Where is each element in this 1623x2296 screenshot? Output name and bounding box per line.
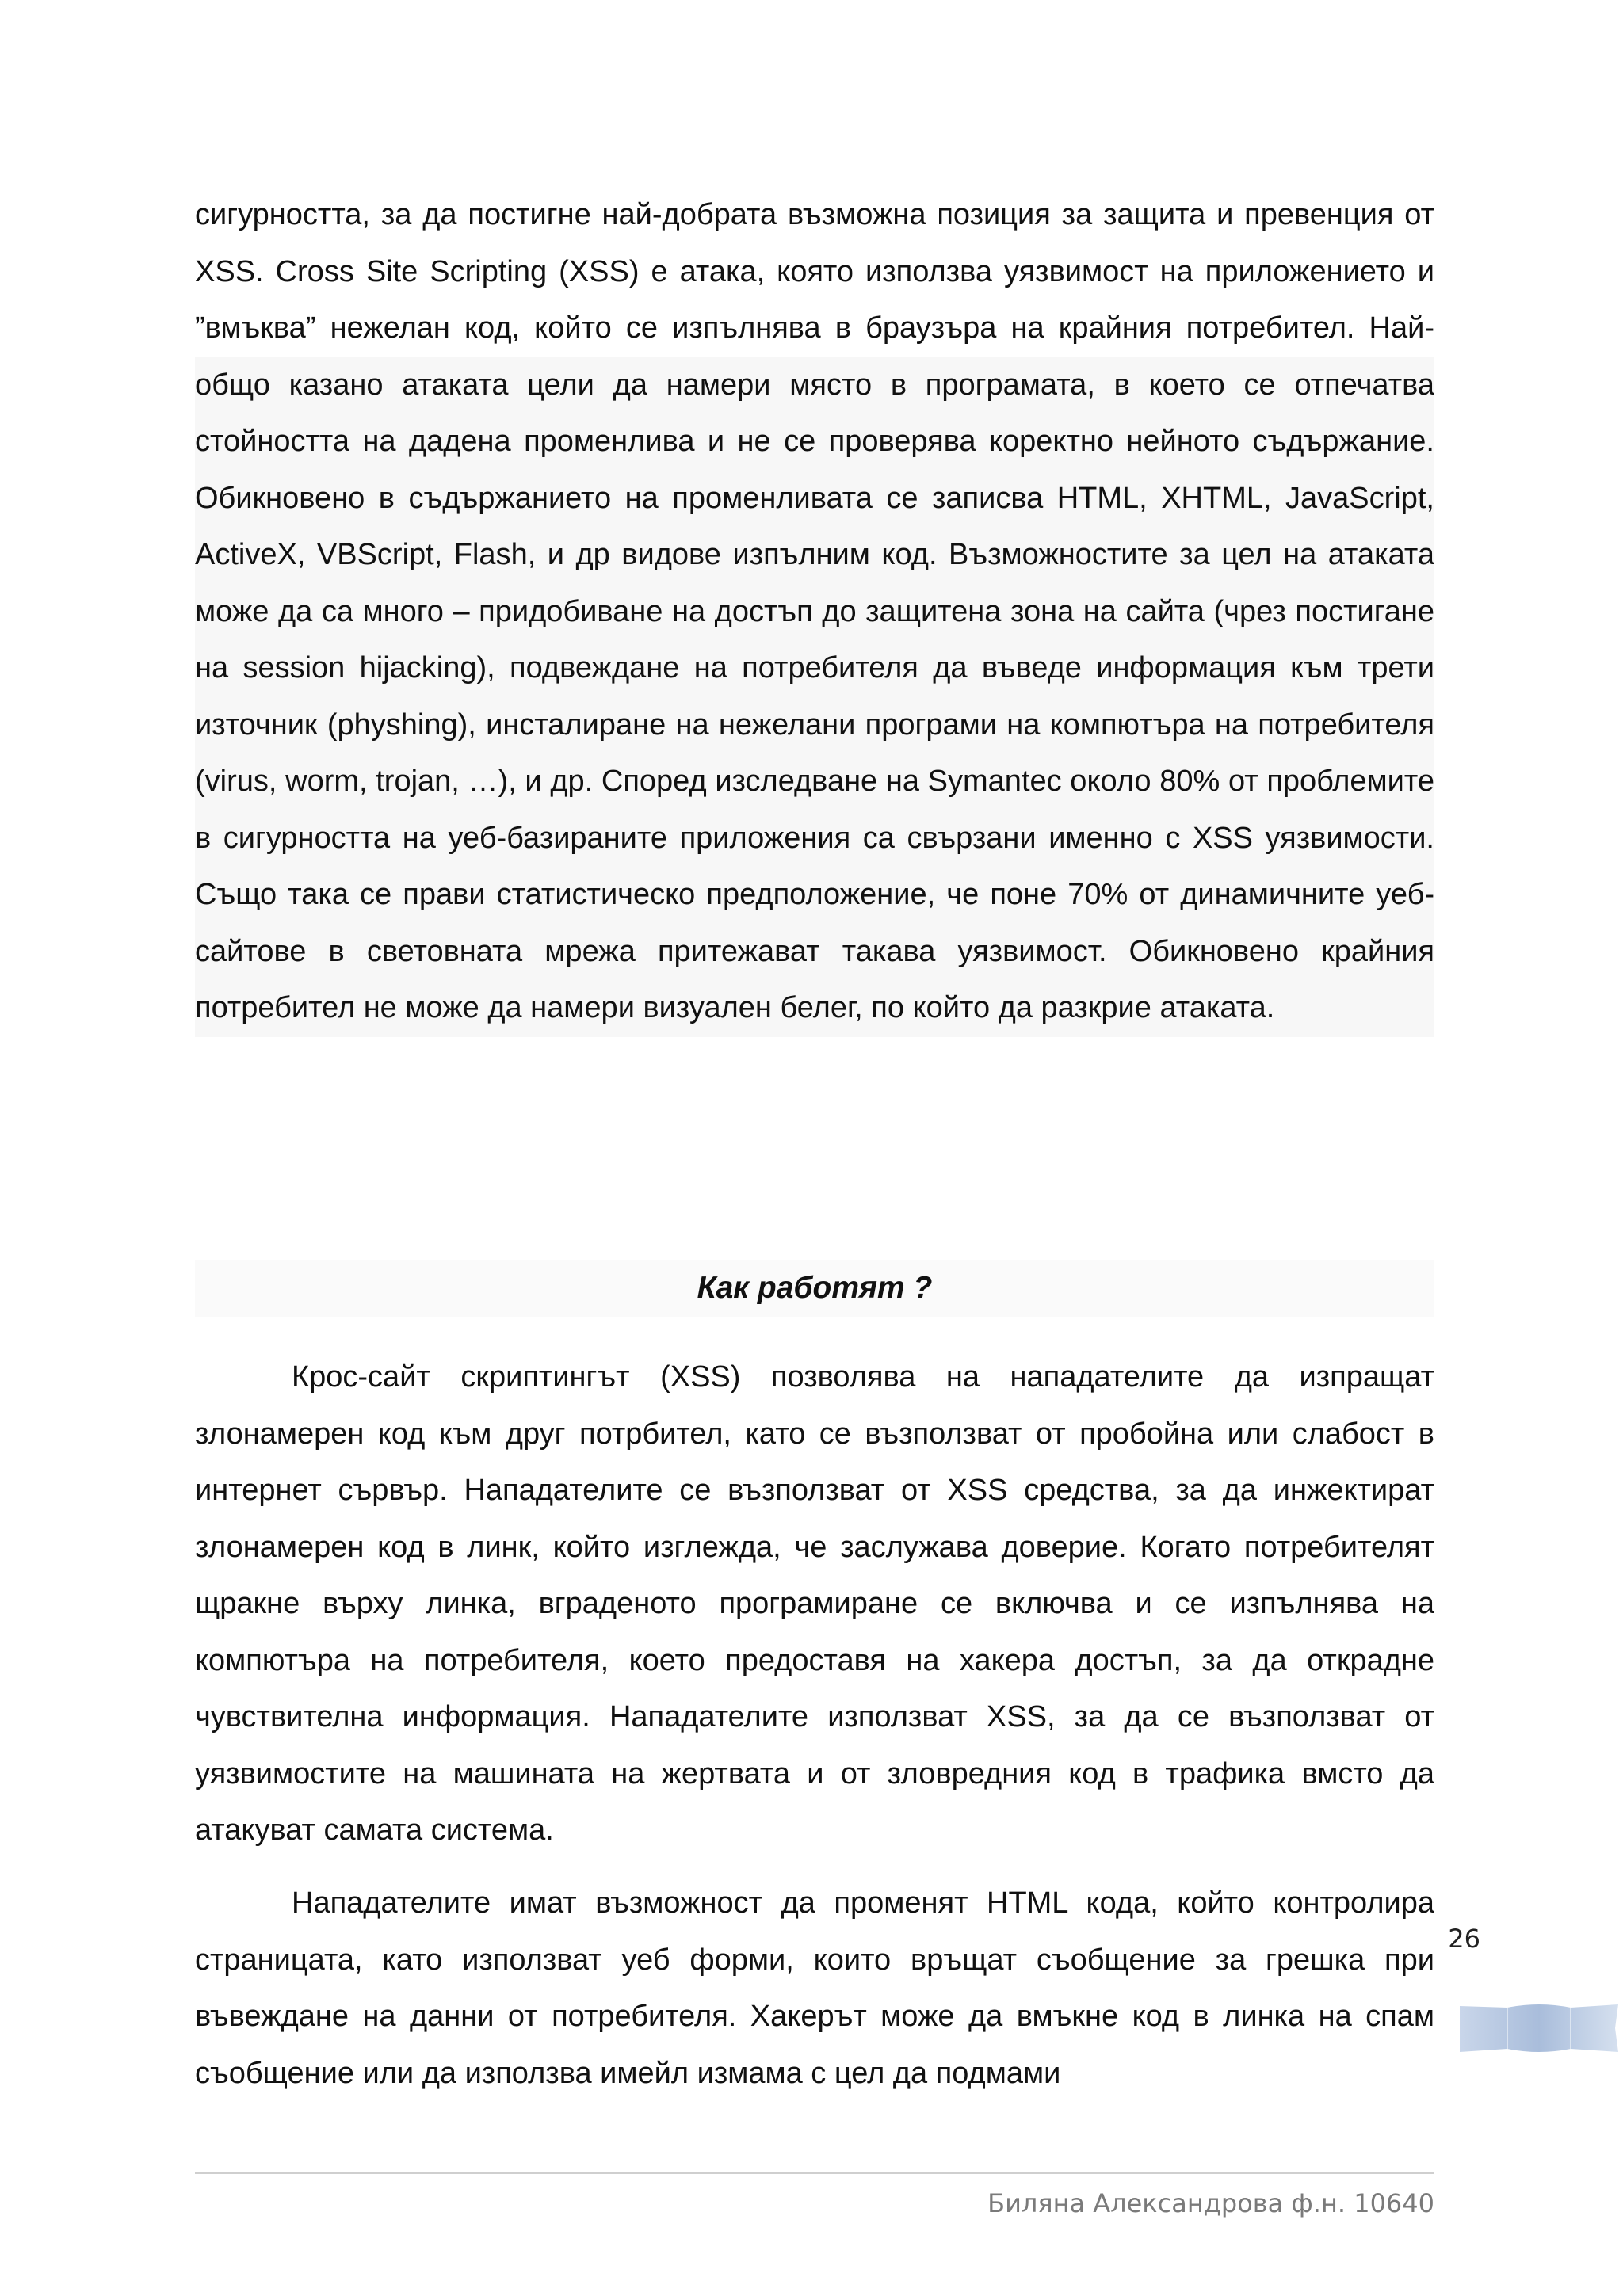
footer-divider	[195, 2172, 1434, 2174]
body-paragraph-2: Крос-сайт скриптингът (XSS) позволява на нападателите да изпращат злонамерен код към друг потрбител, като се възползват от пробойна или слабост в интернет сървър. Нападателите се възползват от XSS средства, за да инжектират злонамерен код в линк, който изглежда, че заслужава доверие. Когато потребителят щракне върху линка, вграденото програмиране се включва и се изпълнява на компютъра на потребителя, което предоставя на хакера достъп, за да открадне чувствителна информация. Нападателите използват XSS, за да се възползват от уязвимостите на машината на жертвата и от зловредния код в трафика вмсто да атакуват самата система.	[195, 1360, 1434, 1847]
body-paragraph-1: сигурността, за да постигне най-добрата възможна позиция за защита и превенция от XSS. Cross Site Scripting (XSS) е атака, която използва уязвимост на приложението и ”вмъква” нежелан код, който се изпълнява в браузъра на крайния потребител. Най-общо казано атаката цели да намери място в програмата, в което се отпечатва стойността на дадена променлива и не се проверява коректно нейното съдържание. Обикновено в съдържанието на променливата се записва HTML, XHTML, JavaScript, ActiveX, VBScript, Flash, и др видове изпълним код. Възможностите за цел на атаката може да са много – придобиване на достъп до защитена зона на сайта (чрез постигане на session hijacking), подвеждане на потребителя да въведе информация към трети източник (physhing), инсталиране на нежелани програми на компютъра на потребителя (virus, worm, trojan, …), и др. Според изследване на Symantec около 80% от проблемите в сигурността на уеб-базираните приложения са свързани именно с XSS уязвимости. Също така се прави статистическо предположение, че поне 70% от динамичните уеб-сайтове в световната мрежа притежават такава уязвимост. Обикновено крайния потребител не може да намери визуален белег, по който да разкрие атаката.	[195, 187, 1434, 1037]
page-number: 26	[1448, 1924, 1480, 1954]
footer-author: Биляна Александрова ф.н. 10640	[987, 2188, 1434, 2218]
body-paragraph-3: Нападателите имат възможност да променят HTML кода, който контролира страницата, като използват уеб форми, които връщат съобщение за грешка при въвеждане на данни от потребителя. Хакерът може да вмъкне код в линка на спам съобщение или да използва имейл измама с цел да подмами	[195, 1886, 1434, 2090]
section-heading: Как работят ?	[195, 1260, 1434, 1317]
page-tab-decoration	[1460, 2000, 1618, 2057]
